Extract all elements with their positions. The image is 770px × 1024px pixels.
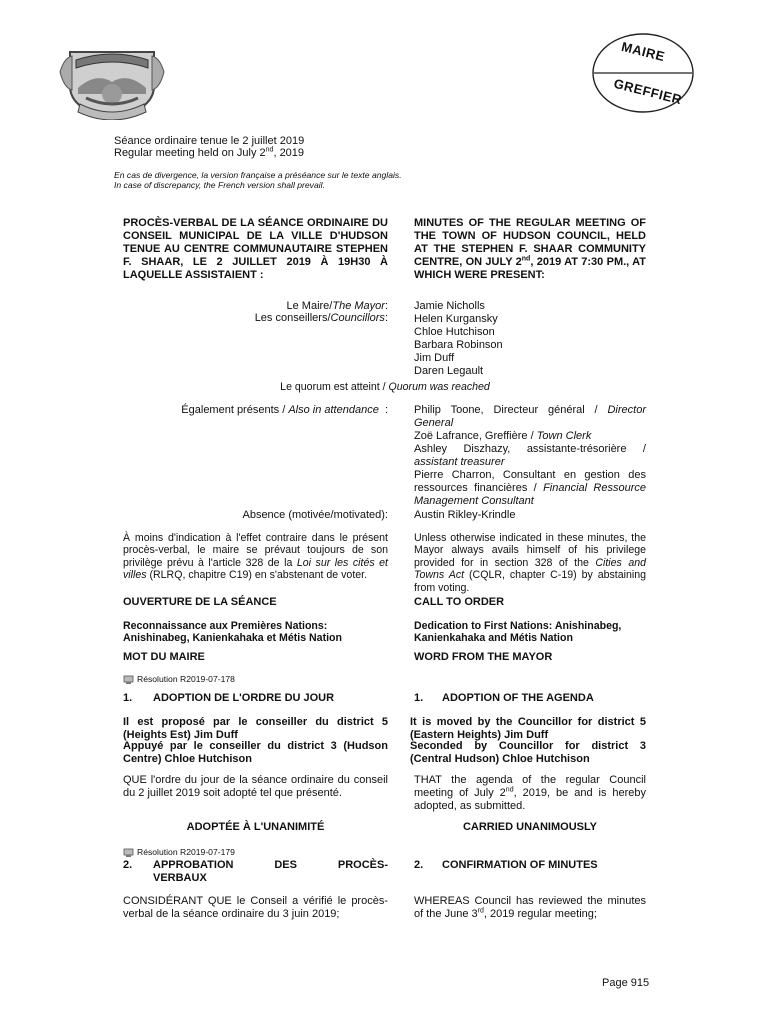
opening-heading-en: CALL TO ORDER — [414, 596, 505, 608]
mayor-label: Le Maire/The Mayor: — [286, 300, 388, 312]
agenda-resolution-en: THAT the agenda of the regular Council meeting of July 2nd, 2019, be and is hereby adopted, as submitted. — [414, 774, 647, 812]
dedication-en: Dedication to First Nations: Anishinabeg, Kanienkahaka and Métis Nation — [414, 620, 622, 645]
attendee-list — [414, 300, 646, 378]
attendee-name: Jamie Nicholls — [414, 300, 485, 312]
item-1-title-en: ADOPTION OF THE AGENDA — [442, 692, 594, 704]
staff-entry: Philip Toone, Directeur général / Director General — [414, 404, 646, 429]
moved-by-en: It is moved by the Councillor for district 5 (Eastern Heights) Jim Duff — [410, 716, 646, 741]
meeting-title-en: Regular meeting held on July 2nd, 2019 — [114, 146, 305, 159]
discrepancy-note-en: In case of discrepancy, the French version shall prevail. — [114, 180, 325, 190]
councillors-label: Les conseillers/Councillors: — [254, 312, 388, 324]
mayor-vote-note-fr: À moins d'indication à l'effet contraire dans le présent procès-verbal, le maire se prévaut toujours de son privilège prévu à l'article 328 de la Loi sur les cités et villes (RLRQ, chapitre C19) en s'abstenant de voter. — [123, 532, 388, 582]
agenda-resolution-fr: QUE l'ordre du jour de la séance ordinaire du conseil du 2 juillet 2019 soit adopté tel que présenté. — [123, 774, 388, 799]
minutes-whereas-en: WHEREAS Council has reviewed the minutes of the June 3rd, 2019 regular meeting; — [414, 895, 646, 920]
item-2-title-en: CONFIRMATION OF MINUTES — [442, 859, 598, 871]
item-1-number-en: 1. — [414, 692, 424, 704]
absence-label: Absence (motivée/motivated): — [242, 509, 388, 521]
item-2-title-fr-cont: VERBAUX — [153, 872, 207, 884]
also-present-label: Également présents / Also in attendance : — [181, 404, 388, 416]
opening-heading-fr: OUVERTURE DE LA SÉANCE — [123, 596, 277, 608]
stamp-mayor-label: MAIRE — [619, 38, 667, 65]
minutes-heading-fr: PROCÈS-VERBAL DE LA SÉANCE ORDINAIRE DU CONSEIL MUNICIPAL DE LA VILLE D'HUDSON TENUE AU CENTRE COMMUNAUTAIRE STEPHEN F. SHAAR, LE 2 JUILLET 2019 À 19H30 À LAQUELLE ASSISTAIENT : — [123, 217, 388, 281]
attendee-name: Chloe Hutchison — [414, 326, 495, 338]
discrepancy-note-fr: En cas de divergence, la version française a préséance sur le texte anglais. — [114, 170, 402, 180]
resolution-number: Résolution R2019-07-178 — [123, 674, 235, 684]
approval-stamp — [591, 32, 695, 114]
staff-entry: Ashley Diszhazy, assistante-trésorière / assistant treasurer — [414, 443, 646, 468]
attendee-name: Barbara Robinson — [414, 339, 503, 351]
item-2-title-fr: APPROBATION DES PROCÈS- — [153, 859, 388, 871]
absent-member: Austin Rikley-Krindle — [414, 509, 516, 521]
seconded-by-fr: Appuyé par le conseiller du district 3 (Hudson Centre) Chloe Hutchison — [123, 740, 388, 765]
attendee-name: Jim Duff — [414, 352, 455, 364]
item-2-number-fr: 2. — [123, 859, 133, 871]
attendee-name: Daren Legault — [414, 365, 484, 377]
mayor-word-heading-en: WORD FROM THE MAYOR — [414, 651, 553, 663]
mayor-vote-note-en: Unless otherwise indicated in these minutes, the Mayor always avails himself of his privilege provided for in section 328 of the Cities and Towns Act (CQLR, chapter C-19) by abstaining from voting. — [414, 532, 646, 594]
dedication-fr: Reconnaissance aux Premières Nations: Anishinabeg, Kanienkahaka et Métis Nation — [123, 620, 342, 645]
resolution-number: Résolution R2019-07-179 — [123, 847, 235, 857]
result-en: CARRIED UNANIMOUSLY — [462, 821, 598, 833]
seconded-by-en: Seconded by Councillor for district 3 (Central Hudson) Chloe Hutchison — [410, 740, 646, 765]
stamp-clerk-label: GREFFIER — [612, 75, 684, 108]
town-logo — [56, 38, 168, 120]
result-fr: ADOPTÉE À L'UNANIMITÉ — [186, 821, 325, 833]
moved-by-fr: Il est proposé par le conseiller du district 5 (Heights Est) Jim Duff — [123, 716, 388, 741]
stamp-icon — [123, 675, 134, 684]
also-present-list — [414, 404, 646, 508]
minutes-whereas-fr: CONSIDÉRANT QUE le Conseil a vérifié le procès-verbal de la séance ordinaire du 3 juin 2019; — [123, 895, 388, 920]
page-number: Page 915 — [602, 977, 650, 989]
staff-entry: Zoë Lafrance, Greffière / Town Clerk — [414, 430, 592, 442]
item-2-number-en: 2. — [414, 859, 424, 871]
quorum-statement: Le quorum est atteint / Quorum was reached — [280, 381, 490, 393]
mayor-word-heading-fr: MOT DU MAIRE — [123, 651, 205, 663]
minutes-heading-en: MINUTES OF THE REGULAR MEETING OF THE TOWN OF HUDSON COUNCIL, HELD AT THE STEPHEN F. SHAAR COMMUNITY CENTRE, ON JULY 2nd, 2019 AT 7:30 PM., AT WHICH WERE PRESENT: — [414, 217, 646, 281]
attendee-name: Helen Kurgansky — [414, 313, 498, 325]
item-1-title-fr: ADOPTION DE L'ORDRE DU JOUR — [153, 692, 335, 704]
staff-entry: Pierre Charron, Consultant en gestion des ressources financières / Financial Ressource Management Consultant — [414, 469, 646, 507]
stamp-icon — [123, 848, 134, 857]
item-1-number-fr: 1. — [123, 692, 133, 704]
meeting-title-fr: Séance ordinaire tenue le 2 juillet 2019 — [114, 135, 305, 147]
